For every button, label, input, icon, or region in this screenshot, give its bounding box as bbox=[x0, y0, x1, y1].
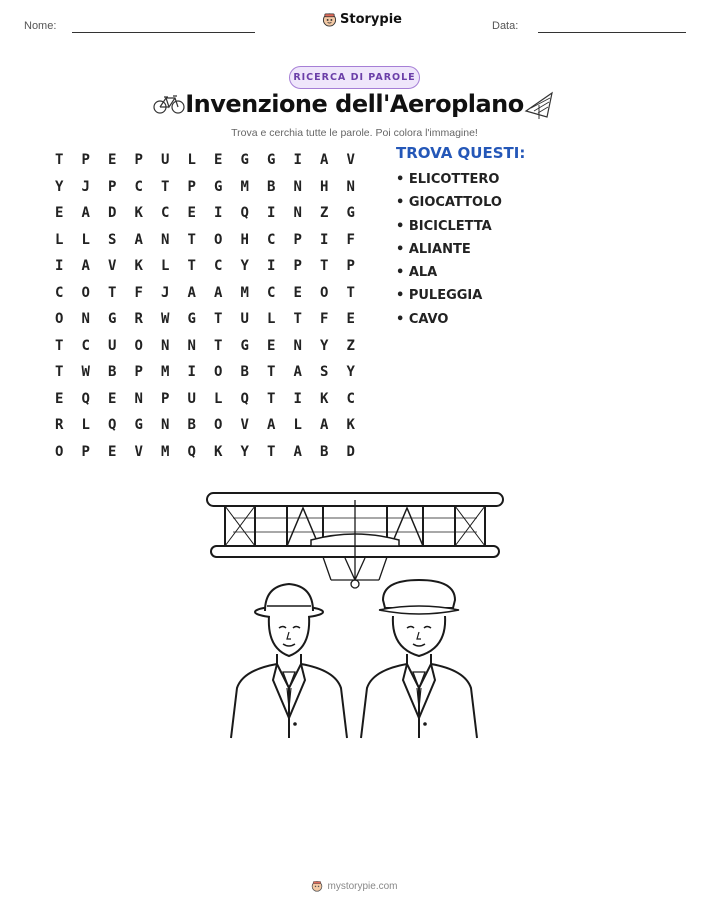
grid-cell[interactable]: T bbox=[214, 337, 223, 354]
grid-cell[interactable]: F bbox=[134, 284, 143, 301]
grid-cell[interactable]: H bbox=[320, 178, 329, 195]
grid-cell[interactable]: W bbox=[81, 364, 90, 381]
grid-cell[interactable]: A bbox=[320, 417, 329, 434]
grid-cell[interactable]: C bbox=[346, 390, 355, 407]
grid-cell[interactable]: K bbox=[134, 258, 143, 275]
footer-url: mystorypie.com bbox=[327, 880, 398, 892]
grid-cell[interactable]: T bbox=[187, 258, 196, 275]
grid-cell[interactable]: A bbox=[267, 417, 276, 434]
grid-cell[interactable]: F bbox=[320, 311, 329, 328]
grid-cell[interactable]: U bbox=[240, 311, 249, 328]
grid-cell[interactable]: L bbox=[55, 231, 64, 248]
grid-cell[interactable]: U bbox=[108, 337, 117, 354]
grid-cell[interactable]: B bbox=[108, 364, 117, 381]
grid-cell[interactable]: E bbox=[293, 284, 302, 301]
grid-cell[interactable]: N bbox=[293, 337, 302, 354]
grid-cell[interactable]: O bbox=[214, 417, 223, 434]
grid-cell[interactable]: S bbox=[320, 364, 329, 381]
grid-cell[interactable]: E bbox=[346, 311, 355, 328]
word-item: • PULEGGIA bbox=[396, 288, 483, 304]
grid-cell[interactable]: T bbox=[267, 390, 276, 407]
grid-cell[interactable]: M bbox=[240, 284, 249, 301]
grid-cell[interactable]: T bbox=[55, 364, 64, 381]
grid-cell[interactable]: B bbox=[187, 417, 196, 434]
grid-cell[interactable]: N bbox=[81, 311, 90, 328]
word-item: • BICICLETTA bbox=[396, 218, 492, 234]
word-item: • CAVO bbox=[396, 311, 449, 327]
grid-cell[interactable]: G bbox=[240, 152, 249, 169]
word-item: • ALA bbox=[396, 265, 438, 281]
grid-cell[interactable]: T bbox=[214, 311, 223, 328]
grid-cell[interactable]: B bbox=[320, 443, 329, 460]
grid-cell[interactable]: N bbox=[293, 178, 302, 195]
grid-cell[interactable]: K bbox=[320, 390, 329, 407]
grid-cell[interactable]: K bbox=[346, 417, 355, 434]
grid-cell[interactable]: O bbox=[214, 364, 223, 381]
grid-cell[interactable]: E bbox=[108, 152, 117, 169]
grid-cell[interactable]: K bbox=[214, 443, 223, 460]
grid-cell[interactable]: C bbox=[81, 337, 90, 354]
grid-cell[interactable]: Y bbox=[55, 178, 64, 195]
storypie-logo-icon bbox=[322, 12, 337, 27]
word-search-grid[interactable] bbox=[46, 147, 364, 465]
grid-cell[interactable]: L bbox=[187, 152, 196, 169]
grid-cell[interactable]: O bbox=[55, 443, 64, 460]
grid-cell[interactable]: E bbox=[187, 205, 196, 222]
grid-cell[interactable]: N bbox=[346, 178, 355, 195]
grid-cell[interactable]: N bbox=[161, 337, 170, 354]
grid-cell[interactable]: E bbox=[55, 205, 64, 222]
activity-badge: RICERCA DI PAROLE bbox=[289, 66, 420, 89]
grid-cell[interactable]: Q bbox=[240, 390, 249, 407]
glider-icon bbox=[523, 89, 555, 121]
grid-cell[interactable]: O bbox=[55, 311, 64, 328]
grid-cell[interactable]: D bbox=[108, 205, 117, 222]
grid-cell[interactable]: L bbox=[214, 390, 223, 407]
date-label: Data: bbox=[492, 20, 519, 32]
grid-cell[interactable]: C bbox=[161, 205, 170, 222]
grid-cell[interactable]: L bbox=[81, 417, 90, 434]
grid-cell[interactable]: A bbox=[134, 231, 143, 248]
grid-cell[interactable]: T bbox=[187, 231, 196, 248]
word-list-title: TROVA QUESTI: bbox=[396, 144, 526, 162]
instructions: Trova e cerchia tutte le parole. Poi colora l'immagine! bbox=[231, 127, 478, 139]
grid-cell[interactable]: V bbox=[134, 443, 143, 460]
grid-cell[interactable]: L bbox=[293, 417, 302, 434]
grid-cell[interactable]: A bbox=[320, 152, 329, 169]
grid-cell[interactable]: C bbox=[214, 258, 223, 275]
grid-cell[interactable]: T bbox=[161, 178, 170, 195]
grid-cell[interactable]: T bbox=[293, 311, 302, 328]
grid-cell[interactable]: T bbox=[55, 152, 64, 169]
grid-cell[interactable]: U bbox=[187, 390, 196, 407]
grid-cell[interactable]: E bbox=[55, 390, 64, 407]
grid-cell[interactable]: Y bbox=[240, 443, 249, 460]
wright-brothers-airplane-illustration[interactable] bbox=[203, 488, 507, 744]
grid-cell[interactable]: Q bbox=[81, 390, 90, 407]
grid-cell[interactable]: G bbox=[214, 178, 223, 195]
grid-cell[interactable]: T bbox=[320, 258, 329, 275]
grid-cell[interactable]: N bbox=[293, 205, 302, 222]
grid-cell[interactable]: C bbox=[267, 231, 276, 248]
grid-cell[interactable]: W bbox=[161, 311, 170, 328]
grid-cell[interactable]: A bbox=[293, 364, 302, 381]
grid-cell[interactable]: I bbox=[214, 205, 223, 222]
word-item: • ELICOTTERO bbox=[396, 172, 500, 187]
date-line[interactable] bbox=[538, 32, 686, 33]
grid-cell[interactable]: V bbox=[346, 152, 355, 169]
grid-cell[interactable]: D bbox=[346, 443, 355, 460]
grid-cell[interactable]: Z bbox=[346, 337, 355, 354]
grid-cell[interactable]: O bbox=[214, 231, 223, 248]
grid-cell[interactable]: P bbox=[187, 178, 196, 195]
grid-cell[interactable]: H bbox=[240, 231, 249, 248]
grid-cell[interactable]: G bbox=[134, 417, 143, 434]
grid-cell[interactable]: U bbox=[161, 152, 170, 169]
grid-cell[interactable]: I bbox=[293, 152, 302, 169]
grid-cell[interactable]: J bbox=[81, 178, 90, 195]
grid-cell[interactable]: M bbox=[161, 364, 170, 381]
grid-cell[interactable]: L bbox=[81, 231, 90, 248]
grid-cell[interactable]: B bbox=[267, 178, 276, 195]
grid-cell[interactable]: M bbox=[240, 178, 249, 195]
grid-cell[interactable]: G bbox=[267, 152, 276, 169]
grid-cell[interactable]: R bbox=[55, 417, 64, 434]
grid-cell[interactable]: A bbox=[187, 284, 196, 301]
name-line[interactable] bbox=[72, 32, 255, 33]
grid-cell[interactable]: Q bbox=[108, 417, 117, 434]
grid-cell[interactable]: Y bbox=[346, 364, 355, 381]
grid-cell[interactable]: Y bbox=[240, 258, 249, 275]
grid-cell[interactable]: G bbox=[240, 337, 249, 354]
grid-cell[interactable]: N bbox=[161, 231, 170, 248]
grid-cell[interactable]: C bbox=[134, 178, 143, 195]
grid-cell[interactable]: P bbox=[134, 152, 143, 169]
grid-cell[interactable]: E bbox=[108, 443, 117, 460]
grid-cell[interactable]: I bbox=[267, 205, 276, 222]
grid-cell[interactable]: I bbox=[55, 258, 64, 275]
grid-cell[interactable]: B bbox=[240, 364, 249, 381]
grid-cell[interactable]: N bbox=[134, 390, 143, 407]
grid-cell[interactable]: T bbox=[346, 284, 355, 301]
grid-cell[interactable]: R bbox=[134, 311, 143, 328]
grid-cell[interactable]: I bbox=[187, 364, 196, 381]
grid-cell[interactable]: L bbox=[267, 311, 276, 328]
grid-cell[interactable]: C bbox=[267, 284, 276, 301]
grid-cell[interactable]: N bbox=[161, 417, 170, 434]
grid-cell[interactable]: M bbox=[161, 443, 170, 460]
grid-cell[interactable]: J bbox=[161, 284, 170, 301]
grid-cell[interactable]: E bbox=[267, 337, 276, 354]
brand-name: Storypie bbox=[340, 12, 402, 27]
grid-cell[interactable]: P bbox=[108, 178, 117, 195]
grid-cell[interactable]: V bbox=[108, 258, 117, 275]
grid-cell[interactable]: O bbox=[320, 284, 329, 301]
grid-cell[interactable]: Q bbox=[240, 205, 249, 222]
grid-cell[interactable]: A bbox=[214, 284, 223, 301]
grid-cell[interactable]: T bbox=[267, 364, 276, 381]
grid-cell[interactable]: I bbox=[293, 390, 302, 407]
grid-cell[interactable]: P bbox=[293, 231, 302, 248]
page-title: Invenzione dell'Aeroplano bbox=[185, 90, 524, 118]
storypie-logo-icon bbox=[311, 880, 323, 892]
footer bbox=[0, 880, 709, 892]
grid-cell[interactable]: L bbox=[161, 258, 170, 275]
word-item: • ALIANTE bbox=[396, 241, 471, 257]
grid-cell[interactable]: O bbox=[134, 337, 143, 354]
grid-cell[interactable]: A bbox=[81, 205, 90, 222]
grid-cell[interactable]: P bbox=[134, 364, 143, 381]
grid-cell[interactable]: P bbox=[81, 152, 90, 169]
grid-cell[interactable]: G bbox=[108, 311, 117, 328]
grid-cell[interactable]: P bbox=[161, 390, 170, 407]
grid-cell[interactable]: I bbox=[267, 258, 276, 275]
grid-cell[interactable]: G bbox=[346, 205, 355, 222]
grid-cell[interactable]: Q bbox=[187, 443, 196, 460]
grid-cell[interactable]: F bbox=[346, 231, 355, 248]
grid-cell[interactable]: G bbox=[187, 311, 196, 328]
grid-cell[interactable]: P bbox=[346, 258, 355, 275]
grid-cell[interactable]: P bbox=[81, 443, 90, 460]
brand bbox=[322, 12, 402, 27]
grid-cell[interactable]: T bbox=[55, 337, 64, 354]
grid-cell[interactable]: C bbox=[55, 284, 64, 301]
grid-cell[interactable]: E bbox=[214, 152, 223, 169]
grid-cell[interactable]: T bbox=[108, 284, 117, 301]
grid-cell[interactable]: K bbox=[134, 205, 143, 222]
grid-cell[interactable]: Y bbox=[320, 337, 329, 354]
grid-cell[interactable]: N bbox=[187, 337, 196, 354]
grid-cell[interactable]: P bbox=[293, 258, 302, 275]
grid-cell[interactable]: A bbox=[81, 258, 90, 275]
grid-cell[interactable]: O bbox=[81, 284, 90, 301]
grid-cell[interactable]: Z bbox=[320, 205, 329, 222]
grid-cell[interactable]: S bbox=[108, 231, 117, 248]
name-label: Nome: bbox=[24, 20, 57, 32]
word-item: • GIOCATTOLO bbox=[396, 195, 502, 211]
grid-cell[interactable]: A bbox=[293, 443, 302, 460]
grid-cell[interactable]: I bbox=[320, 231, 329, 248]
grid-cell[interactable]: T bbox=[267, 443, 276, 460]
grid-cell[interactable]: V bbox=[240, 417, 249, 434]
grid-cell[interactable]: E bbox=[108, 390, 117, 407]
word-list bbox=[396, 171, 502, 334]
